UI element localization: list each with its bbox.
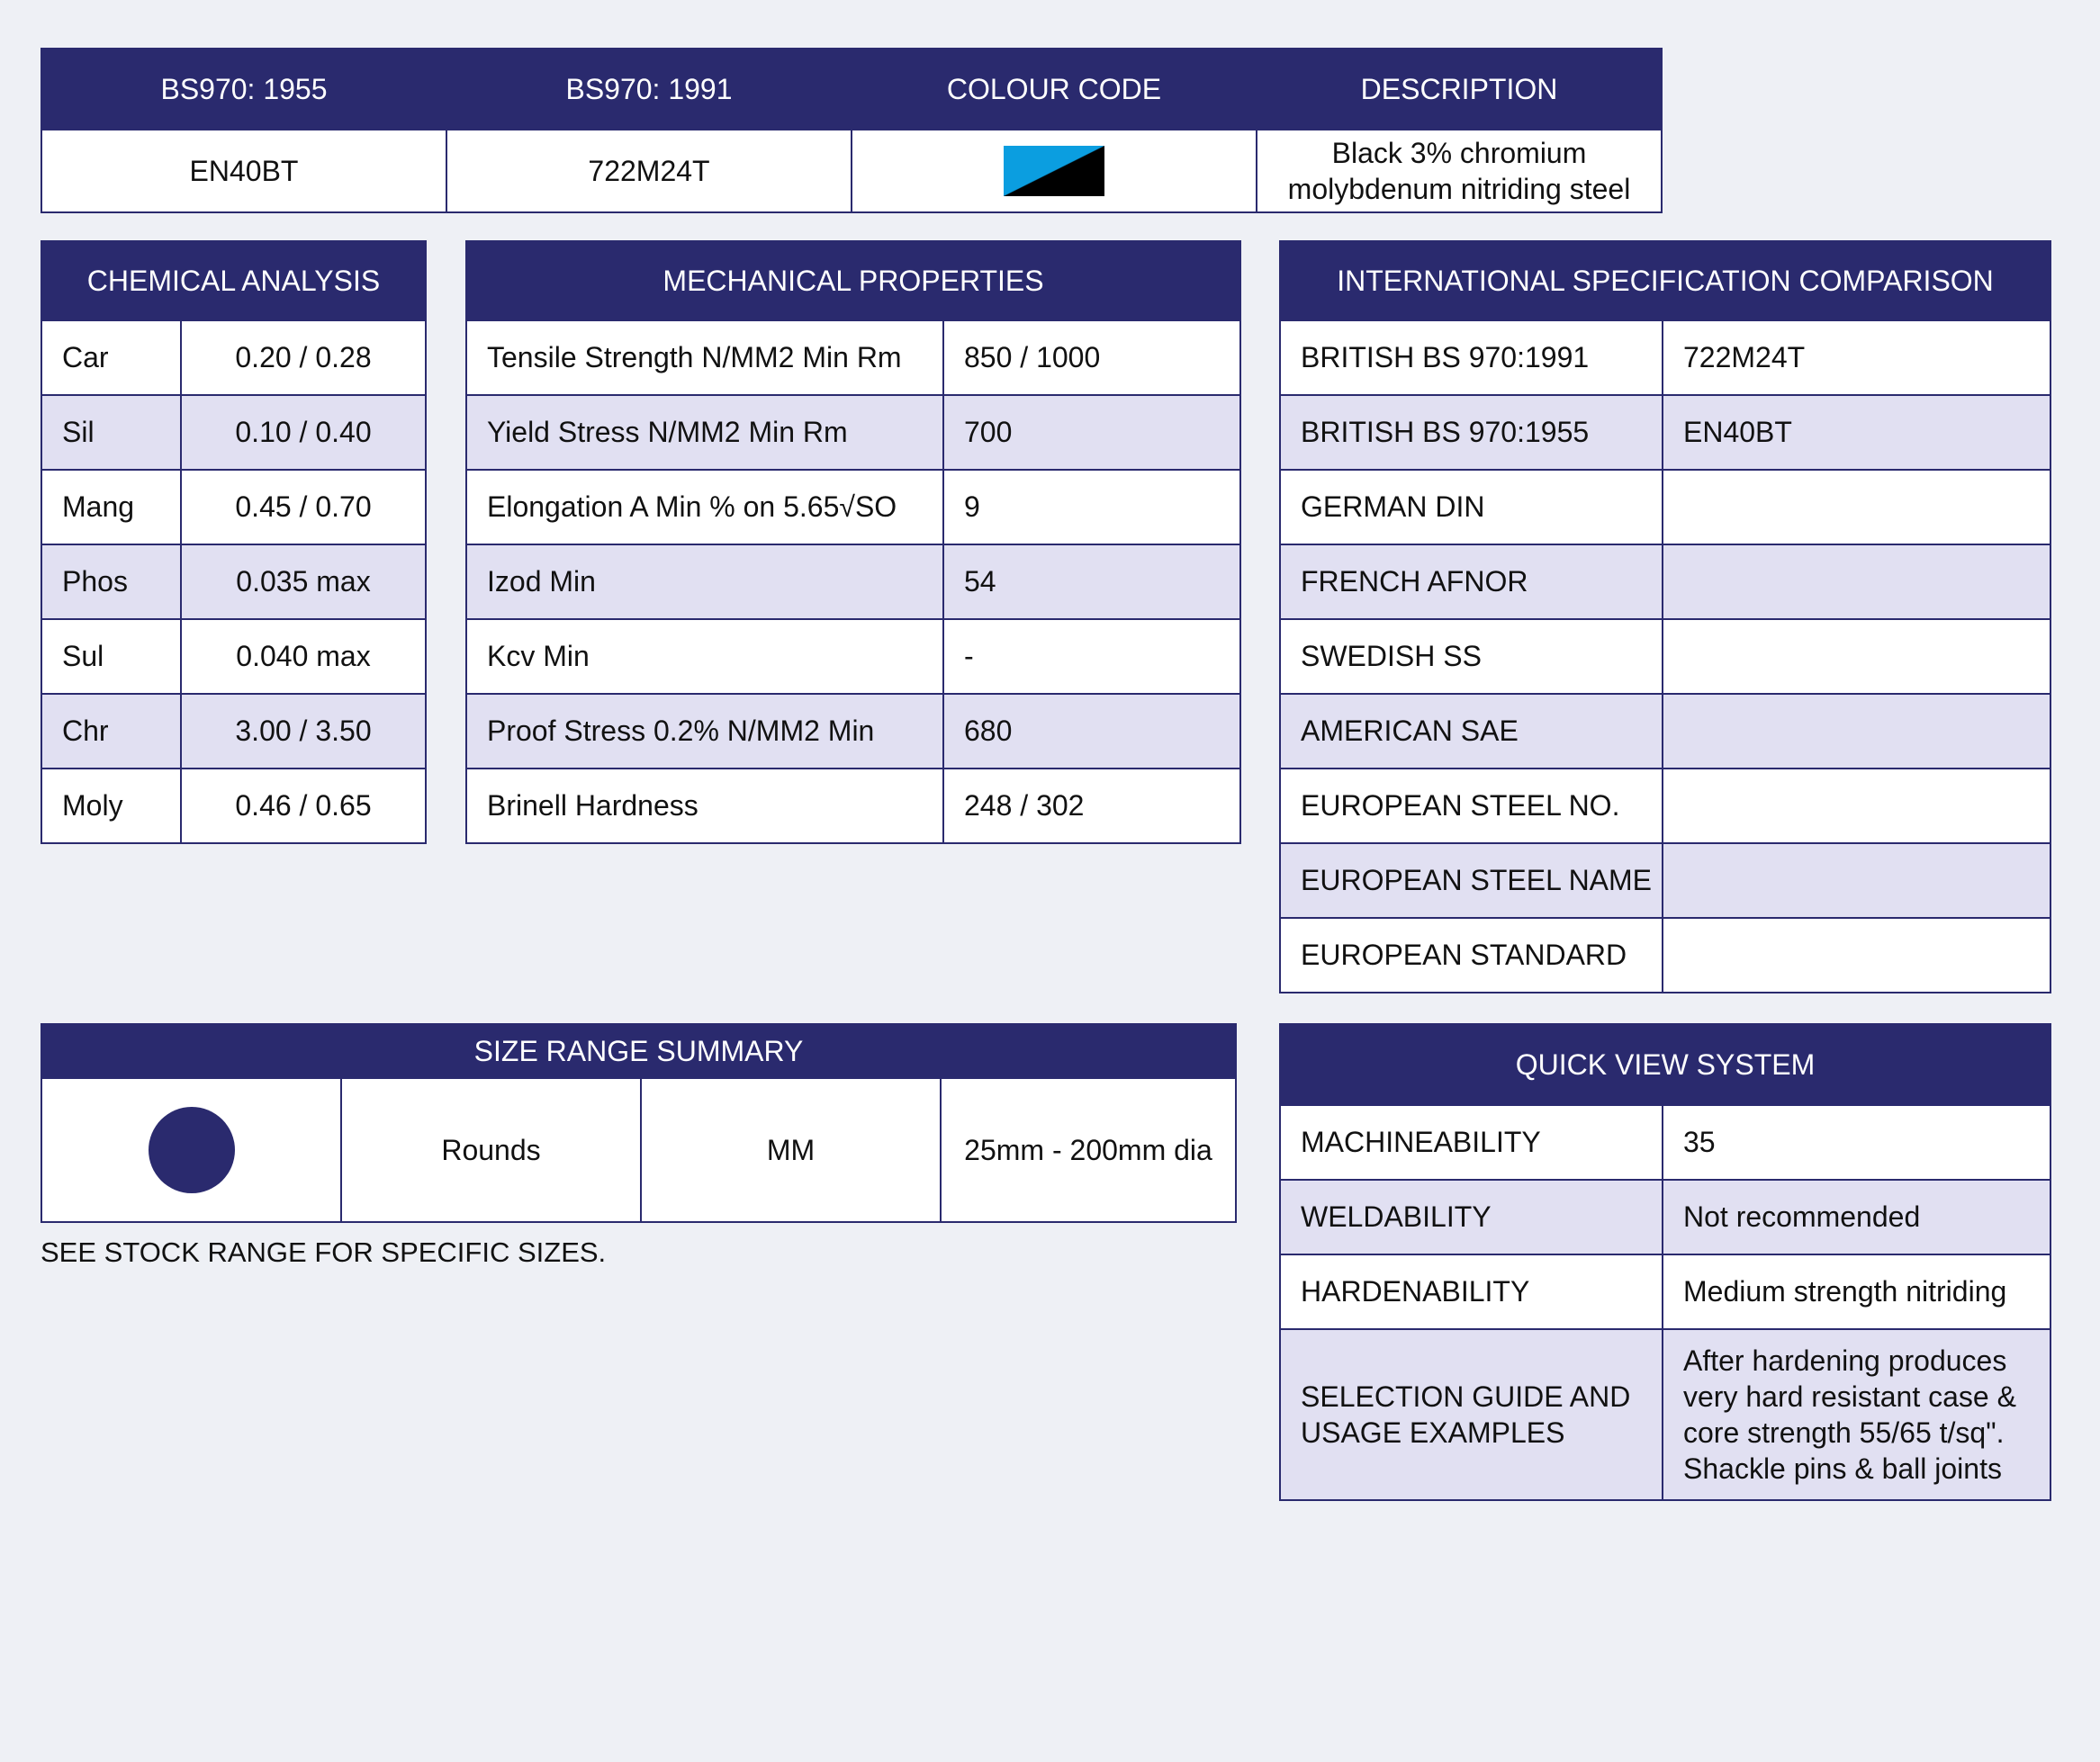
mech-property: Proof Stress 0.2% N/MM2 Min [466, 694, 943, 769]
spec-name: AMERICAN SAE [1280, 694, 1663, 769]
bs1955-value: EN40BT [41, 130, 446, 212]
bs1991-value: 722M24T [446, 130, 852, 212]
quick-view-value: 35 [1663, 1105, 2050, 1180]
description-value: Black 3% chromium molybdenum nitriding steel [1257, 130, 1662, 212]
chem-element: Chr [41, 694, 181, 769]
spec-name: BRITISH BS 970:1955 [1280, 395, 1663, 470]
spec-name: EUROPEAN STEEL NAME [1280, 843, 1663, 918]
mech-property: Izod Min [466, 544, 943, 619]
spec-value [1663, 918, 2050, 993]
size-range-table [41, 1023, 1237, 1223]
size-range-title: SIZE RANGE SUMMARY [41, 1024, 1236, 1078]
stock-range-note: SEE STOCK RANGE FOR SPECIFIC SIZES. [41, 1236, 607, 1268]
mech-property: Elongation A Min % on 5.65√SO [466, 470, 943, 544]
quick-view-value: Medium strength nitriding [1663, 1254, 2050, 1329]
col-header-colour-code: COLOUR CODE [852, 49, 1257, 130]
spec-value [1663, 544, 2050, 619]
mech-property: Brinell Hardness [466, 769, 943, 843]
spec-value [1663, 470, 2050, 544]
chem-value: 0.45 / 0.70 [181, 470, 426, 544]
chemical-analysis-table [41, 240, 427, 844]
chem-value: 0.040 max [181, 619, 426, 694]
col-header-description: DESCRIPTION [1257, 49, 1662, 130]
mech-property: Yield Stress N/MM2 Min Rm [466, 395, 943, 470]
quick-view-value: After hardening produces very hard resistant case & core strength 55/65 t/sq". Shackle pins & ball joints [1663, 1329, 2050, 1500]
mech-value: 9 [943, 470, 1240, 544]
spec-value [1663, 843, 2050, 918]
spec-value [1663, 769, 2050, 843]
size-range-value: 25mm - 200mm dia [941, 1078, 1236, 1222]
chem-value: 0.035 max [181, 544, 426, 619]
spec-name: EUROPEAN STANDARD [1280, 918, 1663, 993]
chem-element: Sul [41, 619, 181, 694]
mech-value: 54 [943, 544, 1240, 619]
chem-value: 0.10 / 0.40 [181, 395, 426, 470]
spec-value: 722M24T [1663, 320, 2050, 395]
colour-code-cell [852, 130, 1257, 212]
chem-element: Mang [41, 470, 181, 544]
mech-value: 700 [943, 395, 1240, 470]
chem-element: Phos [41, 544, 181, 619]
quick-view-title: QUICK VIEW SYSTEM [1280, 1024, 2050, 1105]
spec-name: FRENCH AFNOR [1280, 544, 1663, 619]
size-shape: Rounds [341, 1078, 641, 1222]
mech-property: Tensile Strength N/MM2 Min Rm [466, 320, 943, 395]
grade-summary-table [41, 48, 1663, 213]
mech-value: - [943, 619, 1240, 694]
shape-icon-cell [41, 1078, 341, 1222]
col-header-bs1991: BS970: 1991 [446, 49, 852, 130]
chem-value: 0.20 / 0.28 [181, 320, 426, 395]
spec-value [1663, 619, 2050, 694]
chem-element: Car [41, 320, 181, 395]
chemical-analysis-title: CHEMICAL ANALYSIS [41, 241, 426, 320]
quick-view-label: HARDENABILITY [1280, 1254, 1663, 1329]
mech-value: 680 [943, 694, 1240, 769]
col-header-bs1955: BS970: 1955 [41, 49, 446, 130]
quick-view-label: MACHINEABILITY [1280, 1105, 1663, 1180]
mech-value: 248 / 302 [943, 769, 1240, 843]
quick-view-label: WELDABILITY [1280, 1180, 1663, 1254]
spec-name: BRITISH BS 970:1991 [1280, 320, 1663, 395]
chem-value: 0.46 / 0.65 [181, 769, 426, 843]
international-spec-table [1279, 240, 2051, 993]
quick-view-label: SELECTION GUIDE AND USAGE EXAMPLES [1280, 1329, 1663, 1500]
mechanical-properties-title: MECHANICAL PROPERTIES [466, 241, 1240, 320]
international-spec-title: INTERNATIONAL SPECIFICATION COMPARISON [1280, 241, 2050, 320]
chem-value: 3.00 / 3.50 [181, 694, 426, 769]
quick-view-value: Not recommended [1663, 1180, 2050, 1254]
spec-name: GERMAN DIN [1280, 470, 1663, 544]
spec-value [1663, 694, 2050, 769]
spec-name: EUROPEAN STEEL NO. [1280, 769, 1663, 843]
mech-value: 850 / 1000 [943, 320, 1240, 395]
mech-property: Kcv Min [466, 619, 943, 694]
spec-value: EN40BT [1663, 395, 2050, 470]
chem-element: Moly [41, 769, 181, 843]
filled-circle-icon [149, 1107, 235, 1193]
quick-view-table [1279, 1023, 2051, 1501]
colour-code-swatch [1004, 146, 1104, 196]
chem-element: Sil [41, 395, 181, 470]
spec-name: SWEDISH SS [1280, 619, 1663, 694]
size-unit: MM [641, 1078, 941, 1222]
mechanical-properties-table [465, 240, 1241, 844]
